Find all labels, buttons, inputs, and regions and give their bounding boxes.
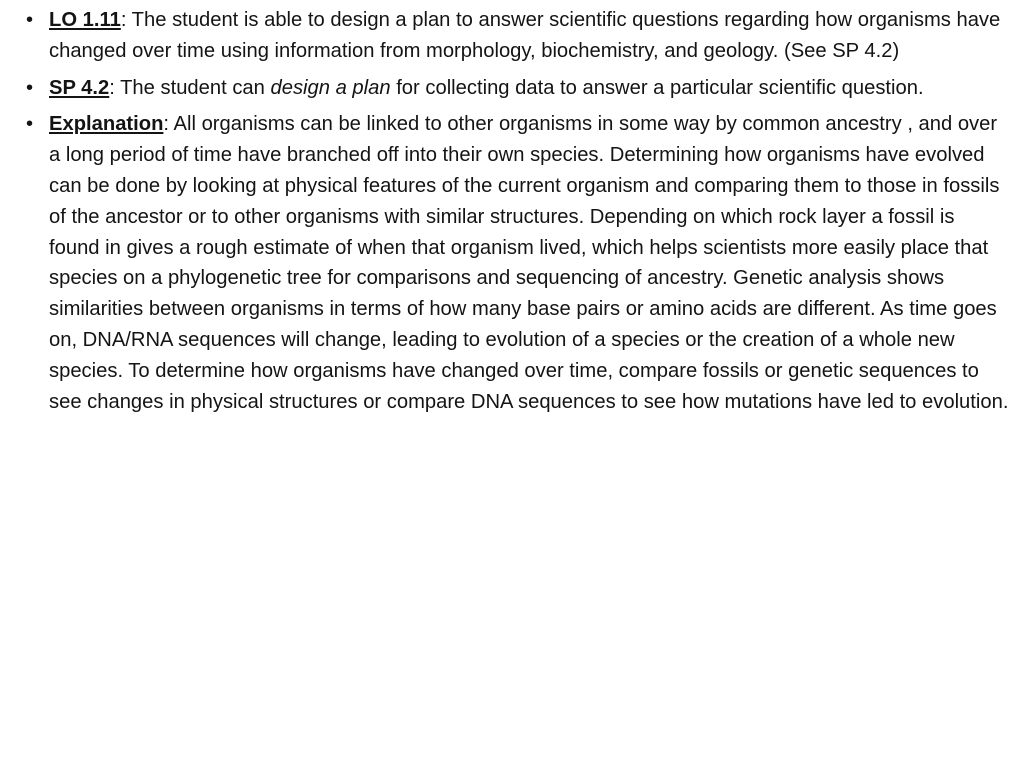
bullet-dot-icon: • [26,9,34,31]
lo-1-11-text: : The student is able to design a plan to answer scientific questions regarding how organisms have changed over time using information from morphology, biochemistry, and geology. (See SP 4.2) [49,9,1001,62]
sp-4-2-text-after: for collecting data to answer a particular scientific question. [390,76,924,99]
bullet-list [26,5,1010,423]
explanation-text: : All organisms can be linked to other organisms in some way by common ancestry , and over a long period of time have branched off into their own species. Determining how organisms have evolved can be done by looking at physical features of the current organism and comparing them to those in fossils of the ancestor or to other organisms with similar structures. Depending on which rock layer a fossil is found in gives a rough estimate of when that organism lived, which helps scientists more easily place that species on a phylogenetic tree for comparisons and sequencing of ancestry. Genetic analysis shows similarities between organisms in terms of how many base pairs or amino acids are different. As time goes on, DNA/RNA sequences will change, leading to evolution of a species or the creation of a whole new species. To determine how organisms have changed over time, compare fossils or genetic sequences to see changes in physical structures or compare DNA sequences to see how mutations have led to evolution. [49,113,1009,413]
term-sp-4-2: SP 4.2 [49,76,110,99]
sp-4-2-text-before: : The student can [109,76,271,99]
term-lo-1-11: LO 1.11 [49,9,121,31]
bullet-dot-icon: • [26,76,34,99]
bullet-dot-icon: • [26,113,34,136]
term-explanation: Explanation [49,113,164,136]
bullet-explanation [26,109,1010,417]
bullet-lo-1-11 [26,5,1010,67]
bullet-sp-4-2 [26,73,1010,104]
sp-4-2-emphasis: design a plan [270,76,391,99]
